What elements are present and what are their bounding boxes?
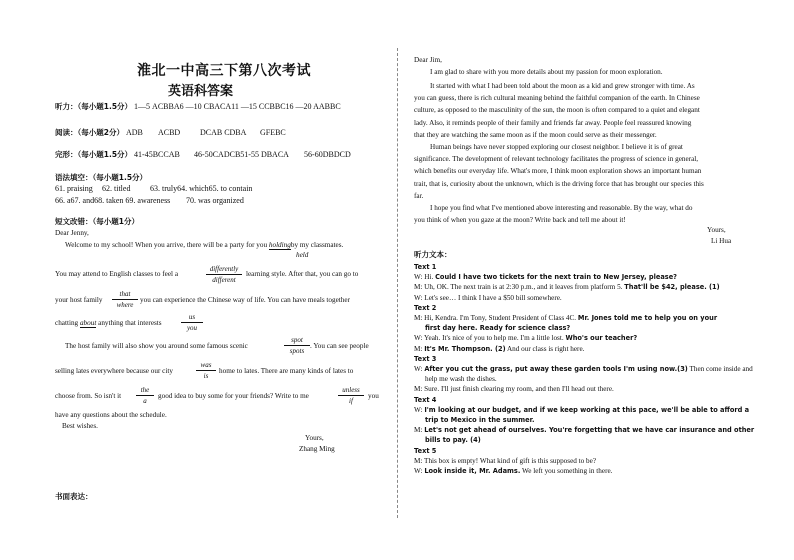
essay-p2 [414, 80, 740, 141]
transcript-key-phrase: After you cut the grass, put away these garden tools I'm using now.(3) [424, 365, 688, 373]
correction-fix-3 [181, 313, 203, 332]
cloze-answers [55, 150, 351, 160]
essay-p3-line-4: trait, that is, curiosity about the unknown, which is the driving force that has brought our species this [414, 179, 704, 188]
correction-fix-held: held [296, 251, 309, 259]
essay-sign-1: Yours, [707, 226, 726, 234]
transcript-line [414, 333, 637, 344]
correction-line-1 [65, 241, 343, 249]
fix-2-right: where [116, 301, 134, 309]
grammar-63-65: 63. truly64. which65. to contain [150, 184, 253, 193]
transcript-key-phrase: Text 3 [414, 354, 437, 363]
grammar-label-line [55, 173, 147, 183]
listening-text-label-line [414, 250, 452, 260]
correction-line-3a: your host family [55, 296, 103, 304]
transcript-key-phrase: It's Mr. Thompson. (2) [424, 344, 506, 353]
essay-p3-line-5: far. [414, 191, 424, 200]
correction-line-6b: home to lates. There are many kinds of lates to [219, 367, 354, 375]
transcript-line [425, 323, 570, 334]
correction-line-7c: you [368, 392, 379, 400]
correction-fix-6 [136, 386, 154, 405]
fix-6-right: a [143, 397, 147, 405]
essay-p4-line-2: you think of when you gaze at the moon? Write back and tell me about it! [414, 216, 626, 225]
transcript-text: We left you something in there. [520, 467, 613, 475]
reading-a: ADB [125, 128, 143, 137]
essay-p4 [414, 202, 740, 226]
transcript-heading [414, 354, 436, 365]
transcript-text: W: Yeah. It's nice of you to help me. I'm a little lost. [414, 334, 566, 343]
transcript-key-phrase: Text 2 [414, 303, 437, 312]
transcript-line [414, 344, 584, 355]
transcript-line [425, 415, 534, 426]
correction-line-6a: selling lates everywhere because our city [55, 367, 173, 375]
grammar-line-2 [55, 196, 244, 206]
fix-7-wrong: unless [338, 386, 364, 396]
essay-greeting: Dear Jim, [414, 56, 442, 64]
listening-text-label: 听力文本： [414, 250, 452, 259]
transcript-text: W: Hi. [414, 273, 436, 282]
cloze-b: 46-50CADCB51-55 DBACA [194, 150, 289, 159]
grammar-66-69: 66. a67. and68. taken 69. awareness [55, 196, 171, 205]
essay-p3-line-3: which benefits our everyday life. What's more, I think moon exploration shows an important human [414, 167, 702, 176]
reading-label: 阅读：（每小题2分） [55, 128, 124, 137]
transcript-text: M: Hi, Kendra. I'm Tony, Student President of Class 4C. [414, 314, 578, 322]
listening-label: 听力：（每小题1.5分） [55, 102, 133, 111]
listening-answers [55, 102, 341, 112]
transcript-line [414, 405, 749, 416]
essay-p2-line-4: lady. Also, it reminds people of their family and friends far away. People feel reassured knowing [414, 118, 692, 127]
correction-fix-5 [196, 361, 216, 380]
transcript-line [414, 282, 720, 293]
transcript-text: help me wash the dishes. [425, 375, 497, 384]
correction-greeting: Dear Jenny, [55, 229, 89, 237]
fix-7-right: if [349, 397, 353, 405]
correction-line-5b: . You can see people [310, 342, 369, 350]
correction-label-line [55, 217, 139, 227]
transcript-key-phrase: first day here. Ready for science class? [425, 324, 571, 333]
correction-line-2b: learning style. After that, you can go to [246, 270, 359, 278]
transcript-line [414, 364, 753, 375]
correction-l4-error: about [79, 319, 97, 327]
transcript-heading [414, 262, 436, 273]
correction-line-2a: You may attend to English classes to feel a [55, 270, 179, 278]
grammar-62: 62. titled [102, 184, 131, 193]
fix-4-wrong: spot [284, 336, 310, 346]
essay-p2-line-2: you can guess, there is rich cultural meaning behind the faithful companion of the earth. In Chinese [414, 94, 700, 103]
transcript-line [414, 293, 562, 304]
essay-p2-line-1: It started with what I had been told about the moon as a kid and grew stronger with time. As [430, 82, 695, 90]
transcript-key-phrase: Could I have two tickets for the next train to New Jersey, please? [435, 273, 678, 282]
correction-line-3b: you can experience the Chinese way of life. You can have meals together [140, 296, 350, 304]
correction-label: 短文改错：（每小题1分） [55, 217, 139, 226]
transcript-text: And our class is right here. [505, 344, 585, 353]
transcript-text: M: Uh, OK. The next train is at 2:30 p.m., and it leaves from platform 5. [414, 283, 625, 292]
transcript-text: Then come inside and [687, 365, 753, 373]
correction-line-7b: good idea to buy some for your friends? Write to me [158, 392, 309, 400]
transcript-text: M: [414, 426, 425, 435]
correction-fix-4 [284, 336, 310, 355]
correction-l1-end: by my classmates. [290, 241, 344, 249]
essay-p3-line-1: Human beings have never stopped exploring our closest neighbor. I believe it is of great [430, 143, 683, 151]
transcript-text: W: [414, 467, 425, 475]
reading-answers [55, 128, 286, 138]
transcript-key-phrase: Text 1 [414, 263, 437, 271]
transcript-heading [414, 446, 436, 457]
reading-b: ACBD [157, 128, 181, 137]
correction-line-8: have any questions about the schedule. [55, 411, 167, 419]
transcript-line [414, 425, 754, 436]
transcript-key-phrase: Look inside it, Mr. Adams. [424, 467, 521, 475]
transcript-line [414, 466, 612, 477]
correction-line-9: Best wishes. [62, 422, 98, 430]
correction-l1-error: holding [268, 241, 291, 249]
grammar-label: 语法填空：（每小题1.5分） [55, 173, 148, 182]
transcript-text: M: Sure. I'll just finish clearing my room, and then I'll head out there. [414, 385, 614, 394]
transcript-heading [414, 395, 436, 406]
correction-line-7a: choose from. So isn't it [55, 392, 122, 400]
essay-p3 [414, 141, 740, 202]
page-title: 淮北一中高三下第八次考试 [137, 63, 311, 79]
correction-fix-2 [112, 290, 138, 309]
correction-l4-text: chatting [55, 319, 79, 327]
transcript-line [414, 313, 717, 324]
transcript-key-phrase: Let's not get ahead of ourselves. You're forgetting that we have car insurance and other [424, 426, 755, 435]
essay-p3-line-2: significance. The development of relevant technology facilitates the progress of science in general, [414, 155, 699, 164]
essay-sign-2: Li Hua [711, 237, 732, 245]
transcript-text: W: [414, 365, 425, 373]
cloze-label: 完形：（每小题1.5分） [55, 150, 133, 159]
correction-sign-1: Yours, [305, 434, 324, 442]
transcript-line [414, 272, 677, 283]
grammar-line-1 [55, 184, 252, 194]
transcript-key-phrase: bills to pay. (4) [425, 436, 481, 445]
essay-p2-line-5: that they are watching the same moon as if the moon could serve as their messenger. [414, 130, 657, 139]
transcript-key-phrase: I'm looking at our budget, and if we keep working at this pace, we'll be able to afford a [424, 405, 750, 414]
cloze-a: 41-45BCCAB [134, 150, 180, 159]
transcript-text: W: Let's see… I think I have a $50 bill somewhere. [414, 293, 562, 302]
reading-c: DCAB CDBA [199, 128, 247, 137]
essay-p1: I am glad to share with you more details about my passion for moon exploration. [430, 68, 663, 76]
writing-label: 书面表达： [55, 492, 93, 501]
correction-fix-1 [206, 265, 242, 284]
correction-line-4 [55, 319, 162, 327]
transcript-key-phrase: trip to Mexico in the summer. [425, 416, 535, 424]
transcript-key-phrase: That'll be $42, please. (1) [624, 283, 720, 292]
transcript-line [414, 456, 596, 467]
transcript-key-phrase: Mr. Jones told me to help you on your [577, 314, 718, 322]
transcript-text: M: [414, 344, 425, 353]
transcript-text: M: This box is empty! What kind of gift is this supposed to be? [414, 456, 597, 465]
transcript-line [414, 384, 614, 395]
essay-p4-line-1: I hope you find what I've mentioned above interesting and reasonable. By the way, what do [430, 204, 693, 212]
fix-2-wrong: that [112, 290, 138, 300]
transcript-heading [414, 303, 436, 314]
transcript-line [425, 435, 481, 446]
transcript-key-phrase: Text 5 [414, 446, 437, 455]
correction-fix-7 [338, 386, 364, 405]
reading-d: GFEBC [259, 128, 286, 137]
grammar-70: 70. was organized [186, 196, 244, 205]
correction-sign-2: Zhang Ming [299, 445, 335, 453]
fix-5-wrong: was [196, 361, 216, 371]
fix-1-wrong: differently [206, 265, 242, 275]
writing-label-line [55, 492, 93, 502]
fix-1-right: different [212, 276, 236, 284]
transcript-text: W: [414, 405, 425, 414]
correction-l4-end: anything that interests [98, 319, 162, 327]
column-divider [397, 48, 398, 518]
page-subtitle: 英语科答案 [168, 84, 234, 99]
grammar-61: 61. praising [55, 184, 93, 193]
correction-line-5a: The host family will also show you around some famous scenic [65, 342, 248, 350]
cloze-c: 56-60DBDCD [304, 150, 351, 159]
essay-p2-line-3: culture, as opposed to the masculinity of the sun, the moon is often compared to a quiet and elegant [414, 106, 700, 115]
fix-3-right: you [186, 324, 198, 332]
listening-values: 1—5 ACBBA6 —10 CBACA11 —15 CCBBC16 —20 AABBC [134, 102, 341, 111]
correction-l1-text: Welcome to my school! When you arrive, there will be a party for you [65, 241, 268, 249]
fix-4-right: spots [289, 347, 305, 355]
transcript-key-phrase: Who's our teacher? [565, 334, 638, 343]
fix-3-wrong: us [181, 313, 203, 323]
transcript-key-phrase: Text 4 [414, 395, 437, 404]
fix-6-wrong: the [136, 386, 154, 396]
transcript-line [425, 374, 497, 385]
fix-5-right: is [203, 372, 209, 380]
